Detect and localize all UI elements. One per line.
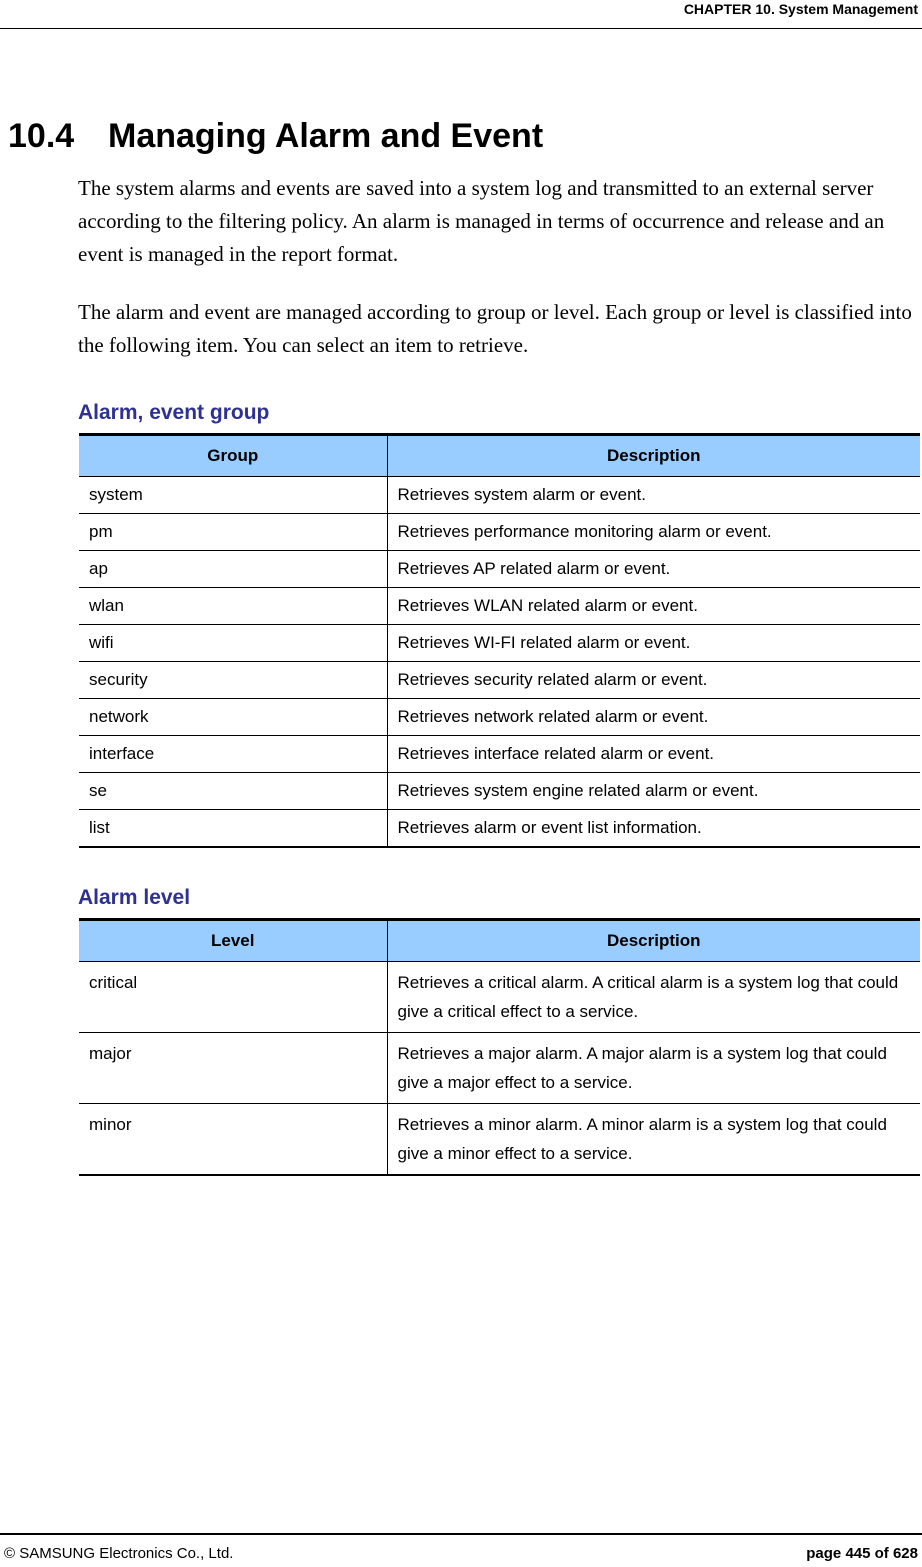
table-header-row (79, 435, 920, 477)
group-table (79, 433, 920, 848)
level-cell: major (79, 1033, 387, 1104)
table-row (79, 514, 920, 551)
column-header-description: Description (387, 920, 920, 962)
table-row (79, 1104, 920, 1176)
group-cell: system (79, 477, 387, 514)
page-number: page 445 of 628 (806, 1545, 918, 1562)
description-cell: Retrieves a minor alarm. A minor alarm is a system log that could give a minor effect to a service. (387, 1104, 920, 1176)
page-header (0, 0, 922, 29)
description-cell: Retrieves interface related alarm or event. (387, 736, 920, 773)
copyright-text: © SAMSUNG Electronics Co., Ltd. (4, 1545, 234, 1562)
description-cell: Retrieves security related alarm or event. (387, 662, 920, 699)
level-cell: critical (79, 962, 387, 1033)
section-number: 10.4 (8, 117, 75, 155)
level-cell: minor (79, 1104, 387, 1176)
table-row (79, 699, 920, 736)
group-cell: network (79, 699, 387, 736)
description-cell: Retrieves AP related alarm or event. (387, 551, 920, 588)
description-cell: Retrieves performance monitoring alarm or event. (387, 514, 920, 551)
table-row (79, 810, 920, 848)
group-cell: wifi (79, 625, 387, 662)
table-row (79, 736, 920, 773)
level-table (79, 918, 920, 1176)
description-cell: Retrieves a major alarm. A major alarm is a system log that could give a major effect to a service. (387, 1033, 920, 1104)
group-cell: wlan (79, 588, 387, 625)
table-row (79, 773, 920, 810)
description-cell: Retrieves a critical alarm. A critical alarm is a system log that could give a critical effect to a service. (387, 962, 920, 1033)
group-cell: list (79, 810, 387, 848)
table-row (79, 588, 920, 625)
table-header-row (79, 920, 920, 962)
table-row (79, 551, 920, 588)
table-row (79, 477, 920, 514)
column-header-group: Group (79, 435, 387, 477)
intro-paragraph-1: The system alarms and events are saved into a system log and transmitted to an external server according to the filtering policy. An alarm is managed in terms of occurrence and release and an event is managed in the report format. (78, 176, 885, 266)
description-cell: Retrieves WLAN related alarm or event. (387, 588, 920, 625)
table-row (79, 625, 920, 662)
level-table-heading: Alarm level (78, 886, 191, 909)
section-title (8, 114, 543, 158)
page-footer (0, 1533, 922, 1567)
column-header-description: Description (387, 435, 920, 477)
description-cell: Retrieves alarm or event list information. (387, 810, 920, 848)
group-cell: se (79, 773, 387, 810)
group-cell: security (79, 662, 387, 699)
table-row (79, 1033, 920, 1104)
section-title-text: Managing Alarm and Event (108, 117, 544, 155)
description-cell: Retrieves network related alarm or event. (387, 699, 920, 736)
group-table-heading: Alarm, event group (78, 401, 270, 424)
group-cell: ap (79, 551, 387, 588)
column-header-level: Level (79, 920, 387, 962)
table-row (79, 662, 920, 699)
description-cell: Retrieves WI-FI related alarm or event. (387, 625, 920, 662)
description-cell: Retrieves system alarm or event. (387, 477, 920, 514)
table-row (79, 962, 920, 1033)
group-cell: interface (79, 736, 387, 773)
chapter-title: CHAPTER 10. System Management (683, 1, 918, 17)
group-cell: pm (79, 514, 387, 551)
description-cell: Retrieves system engine related alarm or event. (387, 773, 920, 810)
intro-paragraph-2: The alarm and event are managed according to group or level. Each group or level is classified into the following item. You can select an item to retrieve. (78, 300, 912, 357)
